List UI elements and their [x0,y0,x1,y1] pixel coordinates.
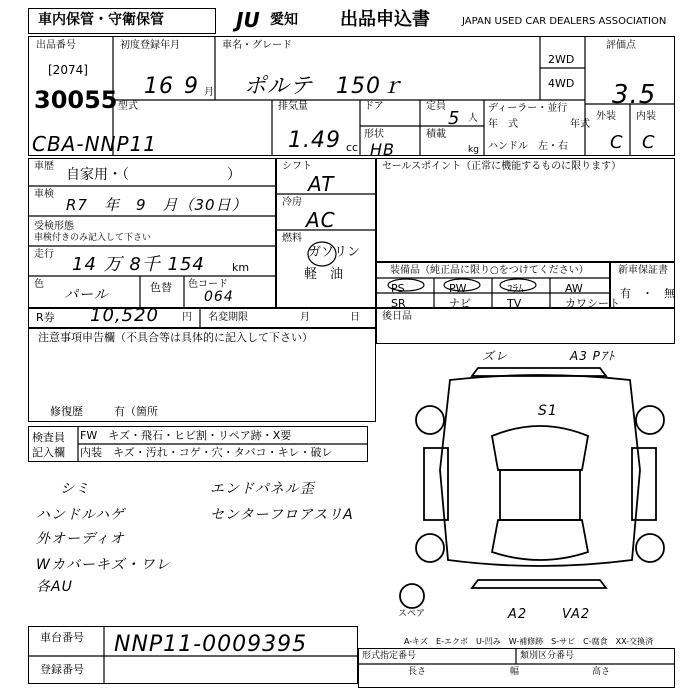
capacity-label: 積載 [426,129,446,140]
equipment-item: SR [391,297,406,310]
history-value: 自家用・（ ） [66,167,241,183]
grade-score: 3.5 [612,80,657,110]
height-label: 高さ [592,667,611,677]
name-change-day: 日 [350,312,360,323]
remarks-label: 後日品 [382,311,412,322]
diagram-mark-center: S1 [538,403,558,419]
inspection-label: 車検 [34,189,54,200]
equipment-item: PS [391,282,405,295]
model-name-value: ポルテ 150ｒ [244,74,404,99]
recycle-label: R券 [36,311,55,324]
km-unit: km [232,261,250,274]
handwritten-note: ハンドルハゲ [36,507,126,523]
dealer-label: ディーラー・並行 [488,103,568,114]
drive-2wd: 2WD [548,53,575,66]
equipment-item: TV [507,297,522,310]
mileage-value: 14 万 8千 154 [72,254,205,275]
category-number-label: 類別区分番号 [520,651,575,661]
displacement: 1.49 [288,128,341,153]
fuel-gasoline: ガソリン [308,245,361,260]
equipment-label: 装備品（純正品に限り○をつけてください） [390,265,589,276]
inspector-label: 検査員 記入欄 [32,431,65,460]
drive-4wd: 4WD [548,77,575,90]
ac-label: 冷房 [282,197,302,208]
diagram-mark-bottom-right: VA2 [562,607,591,622]
model-year-label: 年 式 [488,119,518,130]
recycle-amount: 10,520 [90,305,159,326]
grade-label: 評価点 [606,40,636,51]
spare-label: スペア [398,609,426,619]
shape-value: HB [370,140,396,159]
interior-label: 内装 [636,111,656,122]
color-code-label: 色コード [188,279,228,290]
registration-label: 登録番号 [40,663,84,676]
ju-logo: JU [236,8,260,32]
handwritten-note: 各AU [36,579,73,595]
shift-label: シフト [282,161,312,172]
interior-grade: C [642,132,656,153]
seats-unit: 人 [468,113,478,124]
model-code-label: 型式 [118,101,138,112]
chassis-label: 車台番号 [40,631,84,644]
caution-label: 注意事項申告欄（不具合等は具体的に記入して下さい） [38,331,313,344]
diagram-mark-top-right: A3 Pｱﾄ [570,349,615,363]
lot-number: 30055 [34,86,118,114]
type-number-label: 形式指定番号 [362,651,417,661]
shift-value: AT [308,172,335,196]
year-label: 年式 [570,119,590,130]
yen-unit: 円 [182,312,192,323]
handwritten-note: Wカバーキズ・ワレ [36,557,171,573]
document-title: 出品申込書 [340,9,430,30]
color-code: 064 [204,289,234,305]
handle-label: ハンドル 左・右 [488,141,568,152]
receipt-label: 受検形態 [34,221,74,232]
storage-label: 車内保管・守衛保管 [38,12,164,28]
model-code: CBA-NNP11 [32,132,158,156]
month-unit: 月 [204,87,214,98]
model-name-label: 車名・グレード [222,40,292,51]
lot-bracket-number: [2074] [48,63,88,77]
fuel-label: 燃料 [282,233,302,244]
name-change-label: 名変期限 [208,312,248,323]
color-value: パール [64,287,109,303]
handwritten-note: エンドパネル歪 [210,481,315,497]
equipment-item: AW [565,282,583,295]
exterior-label: 外装 [596,111,616,122]
mileage-label: 走行 [34,249,54,260]
seats-label: 定員 [426,101,446,112]
length-label: 長さ [408,667,427,677]
cc-unit: cc [346,141,359,154]
inspector-row2: 内装 キズ・汚れ・コゲ・穴・タバコ・キレ・破レ [80,446,333,459]
equipment-item: ｺﾗﾑ [507,282,524,295]
repair-label: 修復歴 [50,405,83,418]
doors-label: ドア [364,101,384,112]
seats-value: 5 [448,108,461,129]
first-reg-label: 初度登録年月 [120,40,180,51]
sales-point-label: セールスポイント（正常に機能するものに限ります） [382,161,622,172]
color-swap-label: 色替 [150,281,172,294]
fuel-diesel: 軽 油 [304,267,344,282]
first-reg-year: 16 [144,74,174,99]
equipment-item: PW [449,282,467,295]
name-change-month: 月 [300,312,310,323]
ac-value: AC [306,208,336,232]
equipment-item: カワシート [565,297,620,310]
receipt-note: 車検付きのみ記入して下さい [34,233,152,243]
diagram-mark-top-left: ズレ [482,349,509,363]
handwritten-note: シミ [60,481,90,497]
repair-value: 有（箇所 [114,405,158,418]
first-reg-month: 9 [184,74,199,99]
width-label: 幅 [510,667,520,677]
inspector-row1: FW キズ・飛石・ヒビ割・リペア跡・X要 [80,429,292,442]
diagram-mark-bottom-left: A2 [508,607,528,622]
org-name: 愛知 [270,12,298,28]
equipment-item: ナビ [449,297,471,310]
warranty-options: 有 ・ 無 [620,287,675,300]
damage-legend: A-キズ E-エクボ U-凹み W-補修跡 S-サビ C-腐食 XX-交換済 [404,637,654,646]
kg-unit: kg [468,145,479,155]
chassis-number: NNP11-0009395 [114,632,308,657]
inspection-value: R7 年 9 月（30日） [66,196,248,214]
association-name: JAPAN USED CAR DEALERS ASSOCIATION [462,16,667,27]
exterior-grade: C [610,132,624,153]
displacement-label: 排気量 [278,101,308,112]
shape-label: 形状 [364,129,384,140]
history-label: 車歴 [34,161,54,172]
handwritten-note: センターフロアスリA [210,507,354,523]
lot-label: 出品番号 [36,40,76,51]
handwritten-note: 外オーディオ [36,531,125,547]
warranty-label: 新車保証書 [618,265,668,276]
color-label: 色 [34,279,44,290]
